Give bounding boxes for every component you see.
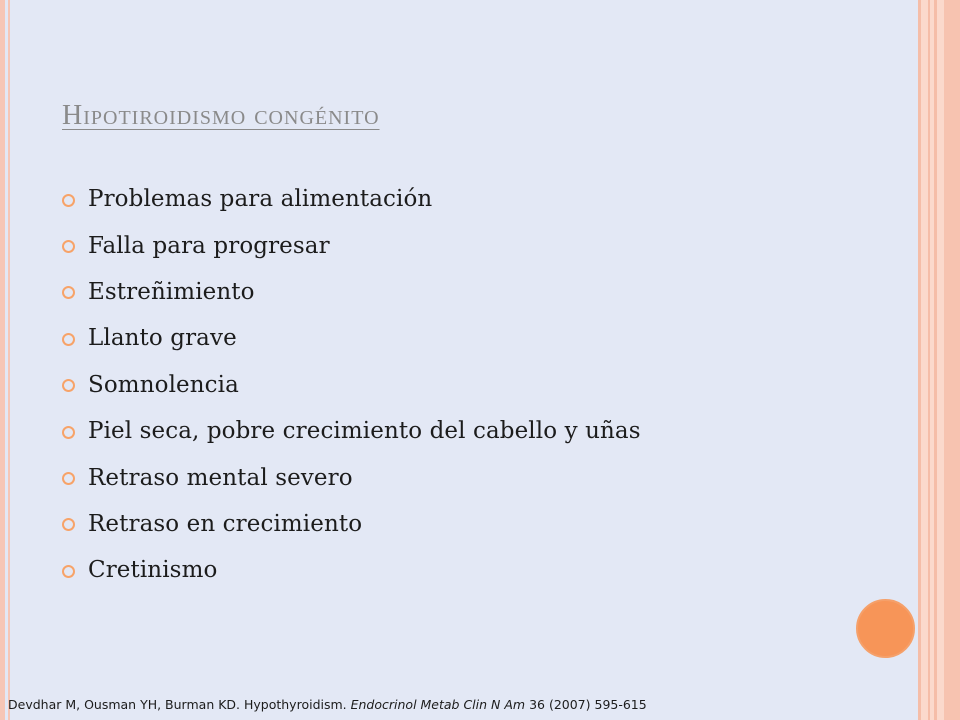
left-decorative-stripe	[0, 0, 5, 720]
right-decorative-stripe	[928, 0, 930, 720]
decorative-orange-circle	[856, 599, 915, 658]
list-item-text: Cretinismo	[88, 557, 218, 584]
right-decorative-stripe	[934, 0, 937, 720]
circle-bullet-icon	[62, 518, 75, 531]
list-item-text: Estreñimiento	[88, 278, 255, 305]
list-item	[60, 269, 641, 315]
citation-authors: Devdhar M, Ousman YH, Burman KD. Hypothyroidism.	[8, 697, 351, 712]
list-item	[60, 408, 641, 454]
circle-bullet-icon	[62, 472, 75, 485]
list-item	[60, 547, 641, 593]
citation-journal: Endocrinol Metab Clin N Am	[350, 697, 526, 712]
list-item-text: Somnolencia	[88, 371, 239, 398]
right-decorative-stripe	[918, 0, 921, 720]
list-item	[60, 315, 641, 361]
circle-bullet-icon	[62, 194, 75, 207]
list-item	[60, 362, 641, 408]
left-decorative-stripe-thin	[8, 0, 10, 720]
list-item	[60, 501, 641, 547]
list-item-text: Problemas para alimentación	[88, 186, 433, 213]
circle-bullet-icon	[62, 333, 75, 346]
list-item-text: Piel seca, pobre crecimiento del cabello y uñas	[88, 418, 641, 445]
list-item-text: Retraso mental severo	[88, 464, 353, 491]
bullet-list	[60, 176, 641, 594]
circle-bullet-icon	[62, 286, 75, 299]
circle-bullet-icon	[62, 565, 75, 578]
list-item	[60, 222, 641, 268]
citation-details: 36 (2007) 595-615	[525, 697, 647, 712]
circle-bullet-icon	[62, 426, 75, 439]
list-item	[60, 454, 641, 500]
list-item-text: Llanto grave	[88, 325, 237, 352]
circle-bullet-icon	[62, 379, 75, 392]
right-decorative-stripe	[944, 0, 960, 720]
list-item-text: Retraso en crecimiento	[88, 510, 363, 537]
slide-title: Hipotiroidismo congénito	[62, 100, 380, 131]
list-item	[60, 176, 641, 222]
citation	[8, 697, 647, 712]
list-item-text: Falla para progresar	[88, 232, 330, 259]
circle-bullet-icon	[62, 240, 75, 253]
